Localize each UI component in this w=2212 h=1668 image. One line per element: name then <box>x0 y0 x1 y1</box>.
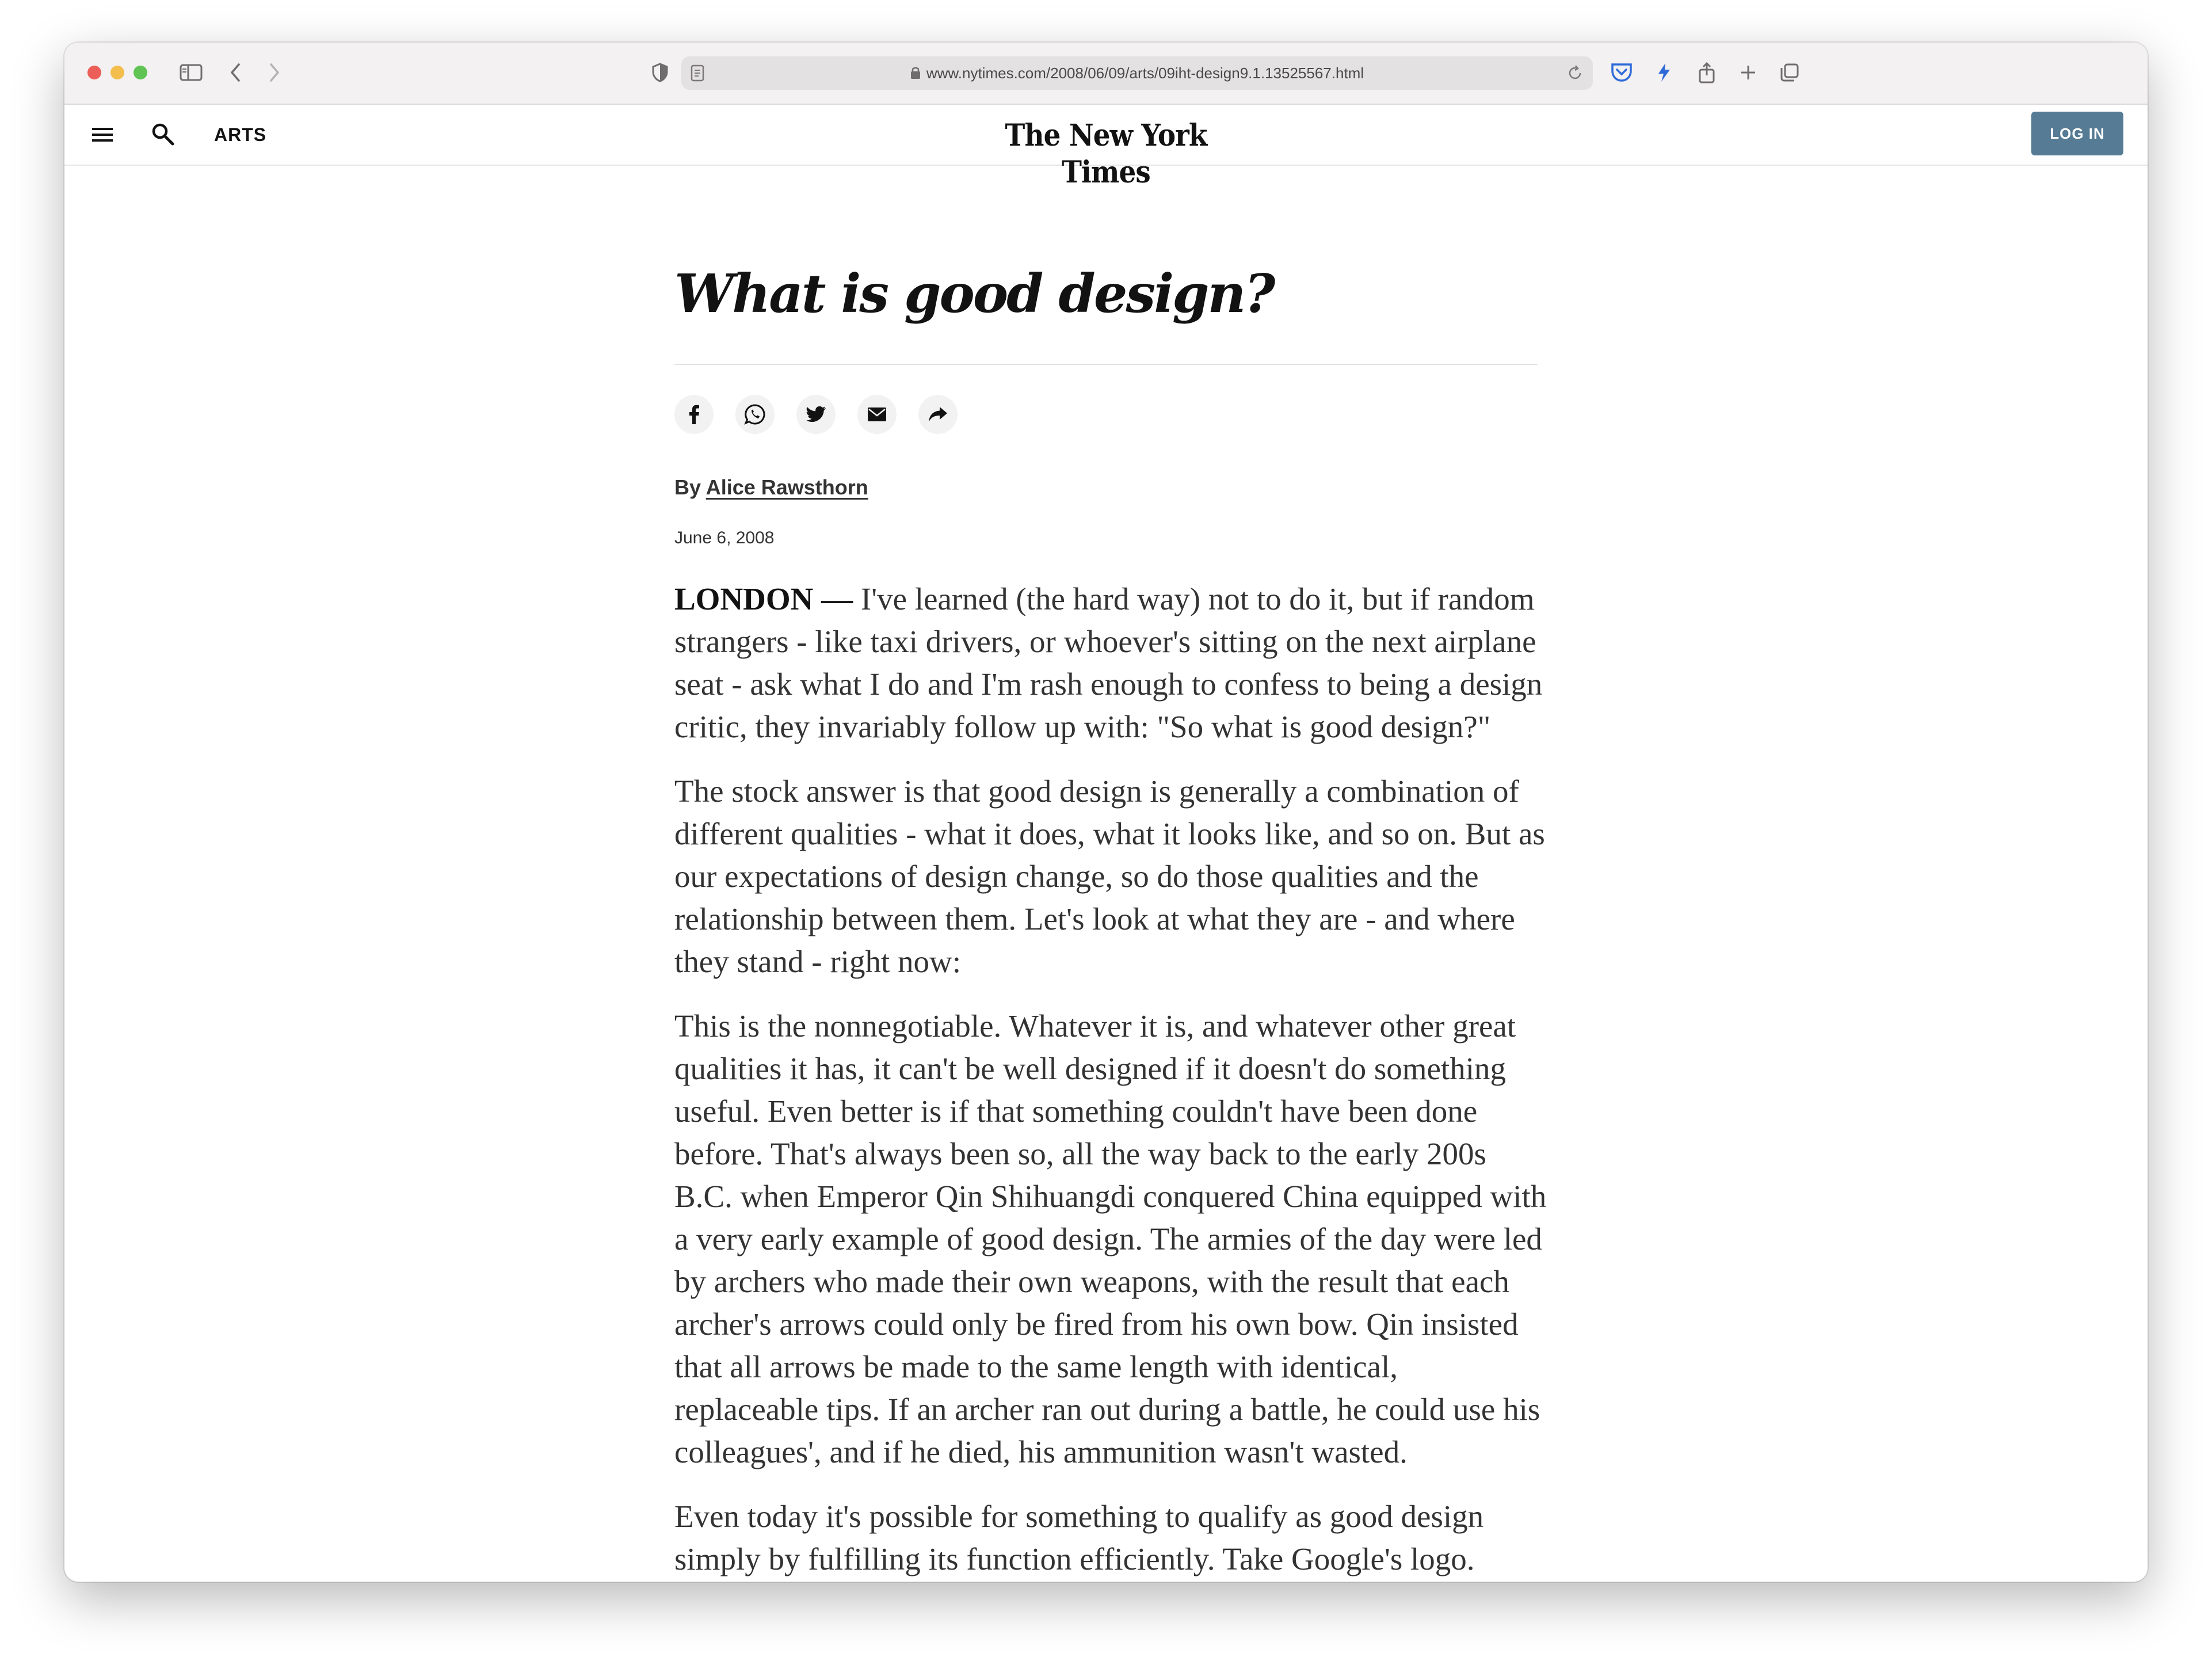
url-display <box>681 56 1593 90</box>
section-label[interactable]: ARTS <box>214 124 267 145</box>
article-body <box>674 578 1549 1582</box>
sidebar-toggle-icon[interactable] <box>174 55 208 90</box>
paragraph-text: I've learned (the hard way) not to do it, but if random strangers - like taxi drivers, or whoever's sitting on the next airplane seat - ask what I do and I'm rash enough to confess to being a design critic, they invariably follow up with: "So what is good design?" <box>674 581 1543 744</box>
url-text: www.nytimes.com/2008/06/09/arts/09iht-design9.1.13525567.html <box>926 64 1364 82</box>
site-header <box>64 105 2148 190</box>
facebook-icon[interactable] <box>674 395 714 434</box>
new-tab-icon[interactable] <box>1732 55 1764 90</box>
zoom-window-button[interactable] <box>134 66 147 79</box>
address-bar[interactable] <box>681 56 1593 90</box>
paragraph: Even today it's possible for something to qualify as good design simply by fulfilling its function efficiently. Take Google's logo. <box>674 1499 1484 1576</box>
whatsapp-icon[interactable] <box>735 395 775 434</box>
article-headline: What is good design? <box>674 262 1274 325</box>
twitter-icon[interactable] <box>796 395 836 434</box>
extension-icon[interactable] <box>1648 55 1680 90</box>
login-button[interactable]: LOG IN <box>2031 112 2123 155</box>
byline <box>674 475 868 500</box>
browser-window <box>64 43 2148 1582</box>
email-icon[interactable] <box>857 395 897 434</box>
author-link[interactable]: Alice Rawsthorn <box>705 475 868 499</box>
headline-divider <box>674 364 1538 365</box>
paragraph <box>674 578 1549 748</box>
publish-date: June 6, 2008 <box>674 528 775 547</box>
share-icon[interactable] <box>918 395 958 434</box>
paragraph: The stock answer is that good design is generally a combination of different qualities - what it does, what it looks like, and so on. But as our expectations of design change, so do those qualities and the relationship between them. Let's look at what they are - and where they stand - right now: <box>674 774 1545 979</box>
nyt-logo[interactable]: The New York Times <box>1005 118 1207 190</box>
byline-prefix: By <box>674 475 701 499</box>
reload-icon[interactable] <box>1566 64 1584 85</box>
back-icon[interactable] <box>221 55 250 90</box>
search-icon[interactable] <box>151 122 175 149</box>
pocket-icon[interactable] <box>1604 55 1639 90</box>
minimize-window-button[interactable] <box>110 66 124 79</box>
share-page-icon[interactable] <box>1691 55 1723 90</box>
browser-toolbar <box>64 43 2148 105</box>
close-window-button[interactable] <box>87 66 101 79</box>
paragraph: This is the nonnegotiable. Whatever it is, and whatever other great qualities it has, it can't be well designed if it doesn't do something useful. Even better is if that something couldn't have been done before. That's always been so, all the way back to the early 200s B.C. when Emperor Qin Shihuangdi conquered China equipped with a very early example of good design. The armies of the day were led by archers who made their own weapons, with the result that each archer's arrows could only be fired from his own bow. Qin insisted that all arrows be made to the same length with identical, replaceable tips. If an archer ran out during a battle, he could use his colleagues', and if he died, his ammunition wasn't wasted. <box>674 1008 1547 1469</box>
dateline: LONDON — <box>674 581 853 616</box>
lock-icon <box>910 58 921 91</box>
tab-overview-icon[interactable] <box>1774 55 1806 90</box>
hamburger-menu-icon[interactable] <box>91 123 114 149</box>
forward-icon[interactable] <box>260 55 289 90</box>
privacy-shield-icon[interactable] <box>646 55 674 90</box>
